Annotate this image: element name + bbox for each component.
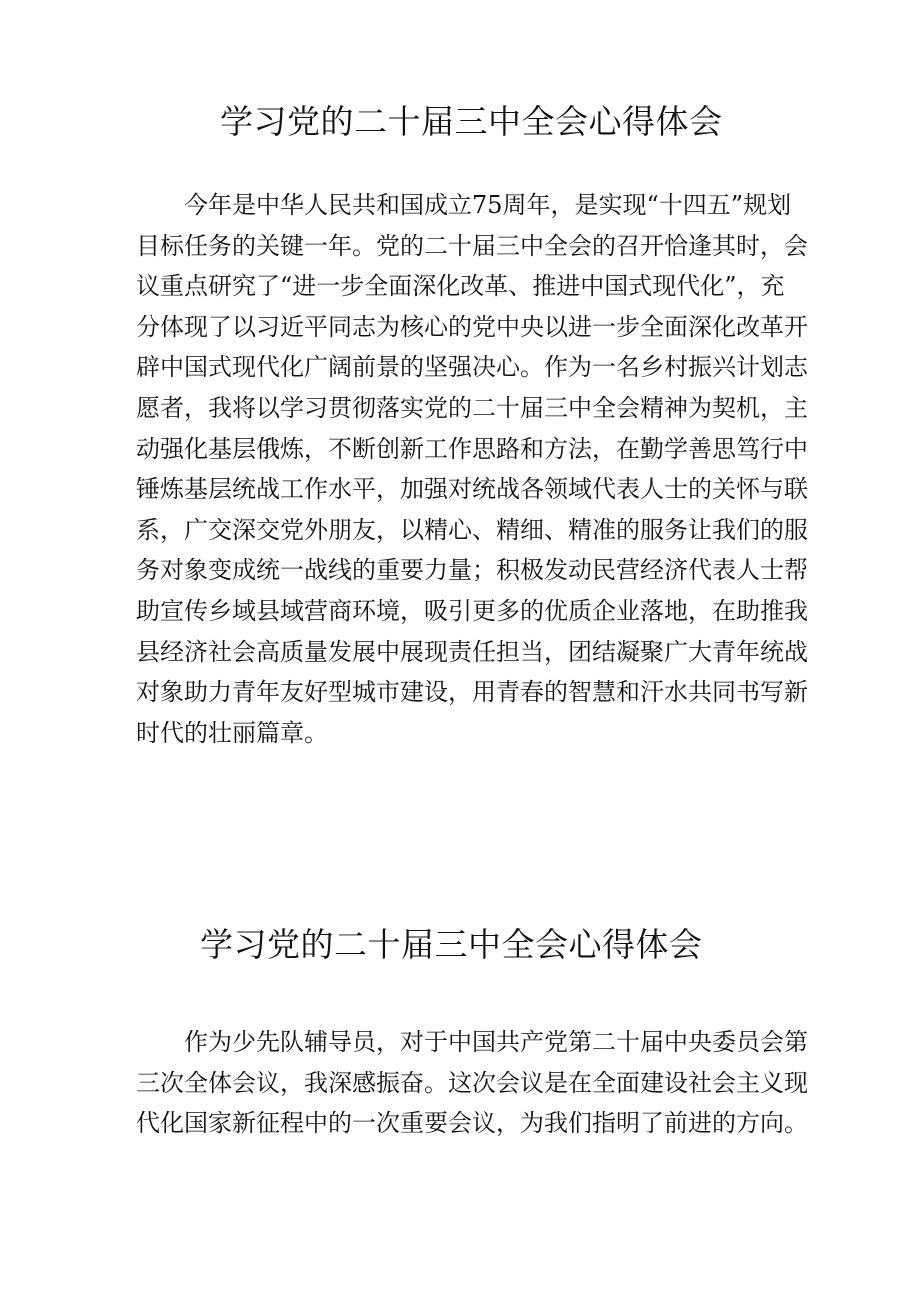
section-paragraph bbox=[136, 1022, 808, 1144]
paragraph-line: 三次全体会议，我深感振奋。这次会议是在全面建设社会主义现 bbox=[136, 1068, 808, 1097]
paragraph-line: 系，广交深交党外朋友，以精心、精细、精准的服务让我们的服 bbox=[136, 515, 808, 544]
section-title: 学习党的二十届三中全会心得体会 bbox=[220, 102, 723, 141]
paragraph-line: 作为少先队辅导员，对于中国共产党第二十届中央委员会第 bbox=[184, 1028, 808, 1056]
paragraph-line: 时代的壮丽篇章。 bbox=[136, 718, 328, 747]
paragraph-line: 动强化基层俄炼，不断创新工作思路和方法，在勤学善思笃行中 bbox=[136, 434, 808, 463]
paragraph-line: 议重点研究了“进一步全面深化改革、推进中国式现代化”，充 bbox=[136, 272, 785, 301]
section-paragraph bbox=[136, 185, 808, 753]
paragraph-line: 务对象变成统一战线的重要力量；积极发动民营经济代表人士帮 bbox=[136, 556, 808, 585]
section-title: 学习党的二十届三中全会心得体会 bbox=[200, 925, 703, 964]
paragraph-line: 分体现了以习近平同志为核心的党中央以进一步全面深化改革开 bbox=[136, 312, 808, 341]
paragraph-line: 辟中国式现代化广阔前景的坚强决心。作为一名乡村振兴计划志 bbox=[136, 353, 808, 382]
paragraph-line: 对象助力青年友好型城市建设，用青春的智慧和汗水共同书写新 bbox=[136, 678, 808, 707]
paragraph-line: 今年是中华人民共和国成立75周年，是实现“十四五”规划 bbox=[184, 191, 792, 219]
paragraph-line: 助宣传乡域县域营商环境，吸引更多的优质企业落地，在助推我 bbox=[136, 596, 808, 625]
paragraph-line: 县经济社会高质量发展中展现责任担当，团结凝聚广大青年统战 bbox=[136, 637, 808, 666]
paragraph-line: 代化国家新征程中的一次重要会议，为我们指明了前进的方向。 bbox=[136, 1109, 808, 1138]
paragraph-line: 愿者，我将以学习贯彻落实党的二十届三中全会精神为契机，主 bbox=[136, 393, 808, 422]
paragraph-line: 目标任务的关键一年。党的二十届三中全会的召开恰逢其时，会 bbox=[136, 231, 808, 260]
paragraph-line: 锤炼基层统战工作水平，加强对统战各领域代表人士的关怀与联 bbox=[136, 475, 808, 504]
